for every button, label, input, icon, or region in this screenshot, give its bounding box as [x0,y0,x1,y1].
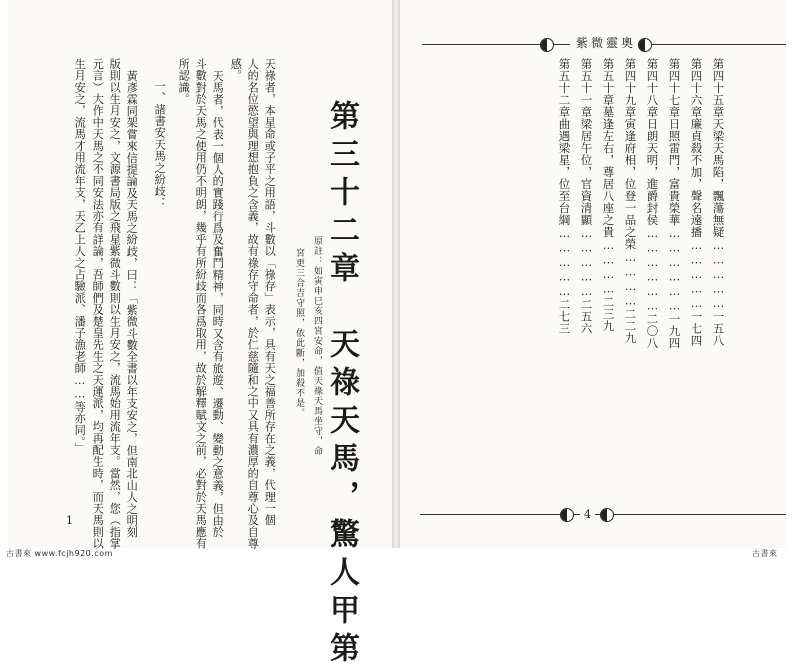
body-line-11: 生月安之，流馬才用流年支，天乙上人之占驗派、潘子漁老師……等亦同。」 [73,58,87,454]
body-line-6: 所認識。 [177,58,191,105]
page-number-left: 1 [66,514,73,527]
toc-chapter: 第四十七章 [667,58,682,118]
toc-title: 梁居午位，官資清顯 [579,118,594,226]
footer-watermark-left: 古書來 www.fcjh920.com [6,549,113,558]
book-gutter [392,0,400,548]
toc-chapter: 第五十二章 [557,58,572,118]
body-line-8: 黃彥霖同架嘗來信提論及天馬之紛歧，曰：「紫微斗數全書以年支安之，但南北山人之明刻 [125,70,139,538]
toc-entry-49: 第四十九章寅逢府相，位登一品之榮…………二二九 [623,58,638,344]
toc-chapter: 第五十章 [601,58,616,106]
yin-yang-icon [600,508,614,522]
toc-chapter: 第四十八章 [645,58,660,118]
toc-title: 廉貞殺不加，聲名遠播 [689,118,704,238]
body-line-5: 斗數對於天馬之使用仍不明朗，幾乎有所紛歧而各爲取用，故於解釋賦文之前，必對於天馬應有 [194,58,208,550]
toc-chapter: 第五十一章 [579,58,594,118]
toc-title: 曲遇梁星，位至台綱 [557,118,572,226]
chapter-note-line-1: 原註：如寅申巳亥四宮安命，值天祿天馬坐守，命 [312,236,322,456]
toc-chapter: 第四十九章 [623,58,638,118]
toc-chapter: 第四十六章 [689,58,704,118]
body-line-10: 元言）大作中天馬之不同安法亦有詳論，吾師們及楚皇先生之天運派，均再配生時，而天馬則以 [91,58,105,550]
toc-entry-51: 第五十一章梁居午位，官資清顯……………二五六 [579,58,594,335]
toc-entry-45: 第四十五章天梁天馬陷，飄蕩無疑……………一五八 [711,58,726,347]
toc-page: 一九四 [667,313,682,349]
page-number-right: 4 [580,508,595,521]
body-line-3: 感。 [229,58,243,82]
toc-title: 墓逢左右，尊居八座之貴 [601,106,616,238]
toc-page: 一五八 [711,310,726,347]
body-line-2: 人的名位慾望與理想抱負之含義，故有祿存守命者，於仁慈隨和之中又具有濃厚的自尊心及自尊 [246,58,260,550]
toc-title: 日朗天明，進爵封侯 [645,118,660,226]
body-line-9: 版則以生月安之，文源書局版之飛星紫微斗數則以生月安之，流馬始用流年支。當然，您（指掌 [108,58,122,550]
toc-entry-48: 第四十八章日朗天明，進爵封侯………………二〇八 [645,58,660,349]
body-line-4: 天馬者，代表一個人的實踐行爲及奮鬥精神，同時又含有旅遊、遷動、變動之意義，但由於 [211,70,225,538]
toc-page: 二〇八 [645,313,660,349]
footer-watermark-right: 古書來 [752,549,778,558]
toc-chapter: 第四十五章 [711,58,726,118]
toc-page: 二七三 [557,298,572,335]
toc-title: 天梁天馬陷，飄蕩無疑 [711,118,726,238]
toc-title: 寅逢府相，位登一品之榮 [623,118,638,250]
toc-page: 一七四 [689,310,704,347]
toc-page: 二五六 [579,298,594,335]
toc-entry-50: 第五十章墓逢左右，尊居八座之貴…………二三九 [601,58,616,332]
toc-entry-46: 第四十六章廉貞殺不加，聲名遠播……………一七四 [689,58,704,347]
body-line-1: 天祿者，本星命或子平之用語，斗數以「祿存」表示，具有天之福善所存在之義，代理一個 [263,58,277,526]
chapter-title: 第三十二章 天祿天馬，驚人甲第 [324,100,359,670]
toc-page: 二二九 [623,308,638,344]
chapter-note-line-2: 宮更三合吉守照，依此斷，加殺不是。 [294,248,304,418]
toc-title: 日照雷門，富貴榮華 [667,118,682,226]
toc-entry-52: 第五十二章曲遇梁星，位至台綱……………二七三 [557,58,572,335]
section-heading: 一、諸書安天馬之紛歧： [153,80,167,209]
right-page [400,0,786,548]
toc-entry-47: 第四十七章日照雷門，富貴榮華………………一九四 [667,58,682,349]
yin-yang-icon [638,38,652,52]
toc-page: 二三九 [601,296,616,332]
yin-yang-icon [560,508,574,522]
header-title: 紫微靈奧 [570,34,642,51]
yin-yang-icon [540,38,554,52]
